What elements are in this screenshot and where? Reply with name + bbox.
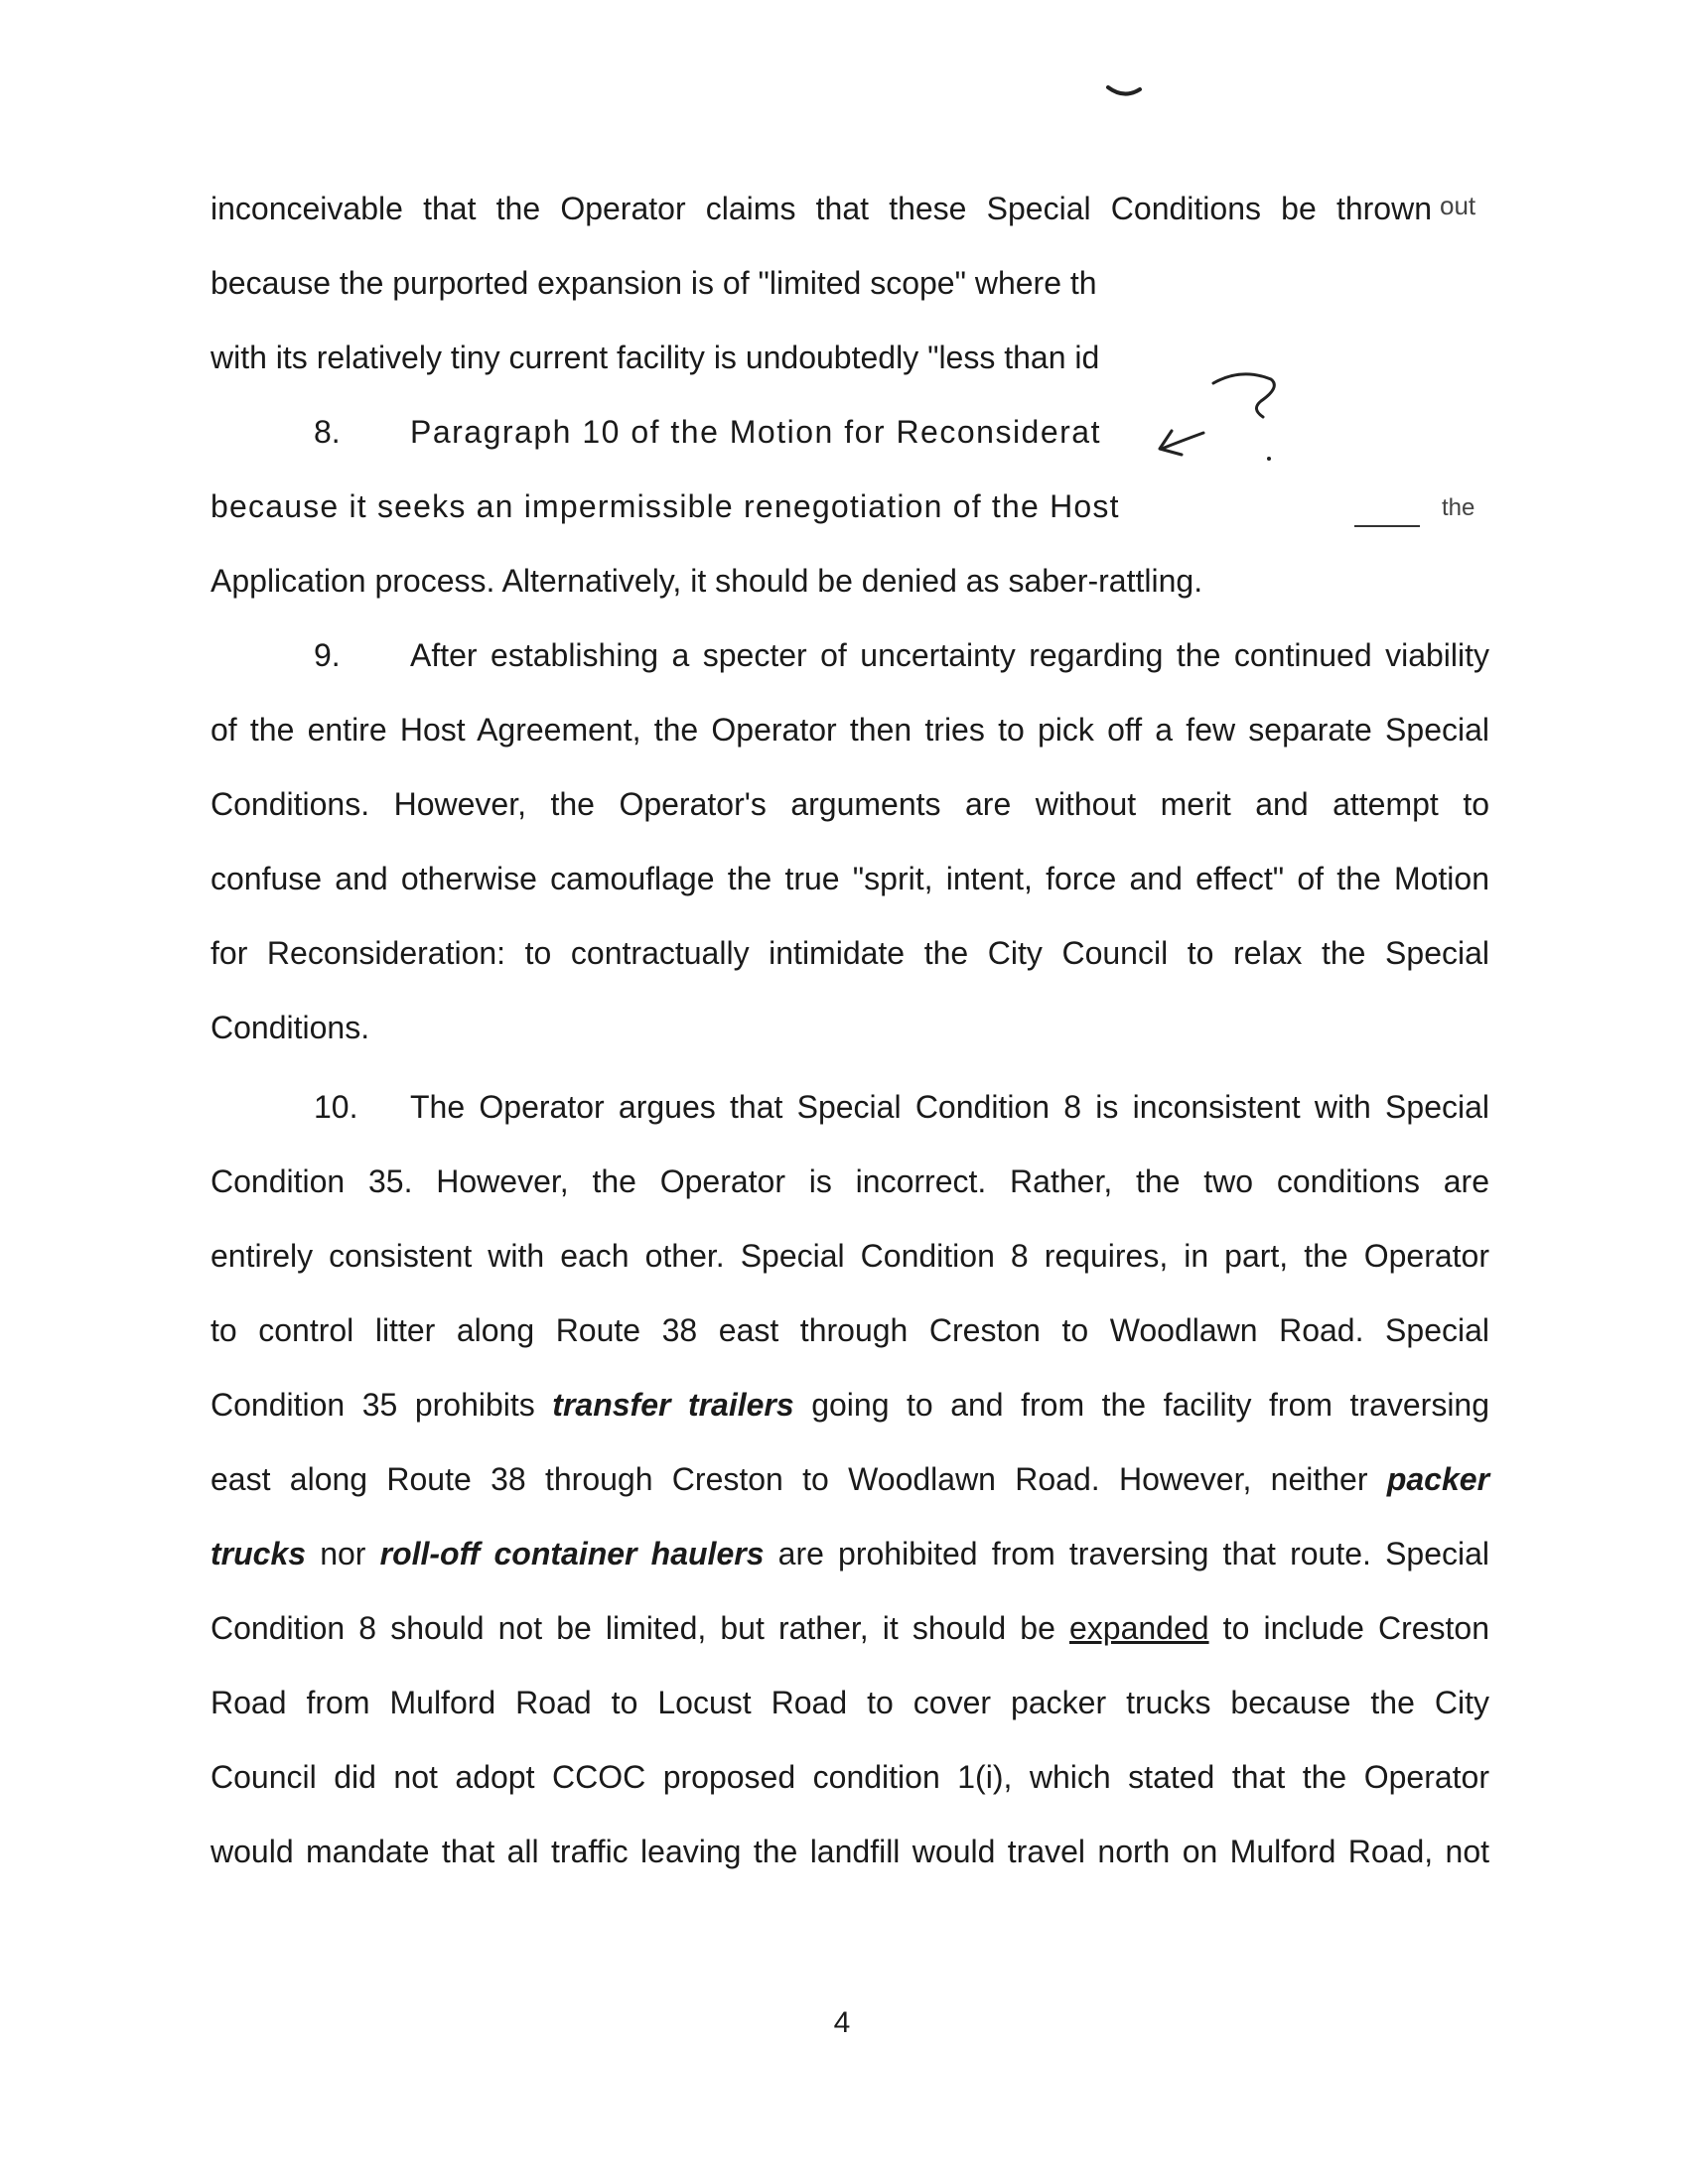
- line-text: The Operator argues that Special Condition 8 is inconsistent with Special: [410, 1089, 1489, 1125]
- text-line: [210, 1310, 1489, 1350]
- line-text: because the purported expansion is of "limited scope" where th: [210, 265, 1097, 301]
- line-text: going to and from the facility from traversing: [811, 1387, 1490, 1423]
- line-text: to control litter along Route 38 east through Creston to Woodlawn Road. Special: [210, 1312, 1489, 1348]
- line-text: are prohibited from traversing that route. Special: [777, 1536, 1490, 1571]
- paragraph-number: 9.: [314, 637, 341, 673]
- line-text: Council did not adopt CCOC proposed condition 1(i), which stated that the Operator: [210, 1759, 1489, 1795]
- underlined-text: expanded: [1068, 1610, 1209, 1646]
- line-text: After establishing a specter of uncertainty regarding the continued viability: [410, 637, 1489, 673]
- paragraph-8-first-line: [314, 412, 1101, 452]
- text-line: [210, 1757, 1489, 1797]
- text-line: [210, 338, 1099, 377]
- cutoff-word: [1442, 494, 1474, 522]
- line-text: Road from Mulford Road to Locust Road to cover packer trucks because the City: [210, 1685, 1489, 1720]
- line-text: to include Creston: [1222, 1610, 1490, 1646]
- text-line: [210, 1385, 1489, 1425]
- paragraph-10-first-line: [314, 1087, 1489, 1127]
- line-text: confuse and otherwise camouflage the true "sprit, intent, force and effect" of the Motion: [210, 861, 1489, 896]
- text-line: [210, 486, 1120, 526]
- line-text-tail: the: [1442, 494, 1475, 521]
- text-line: [210, 1236, 1489, 1276]
- handwritten-question-mark-icon: [1142, 357, 1291, 477]
- line-text: Conditions. However, the Operator's arguments are without merit and attempt to: [210, 786, 1489, 822]
- paragraph-9-first-line: [314, 635, 1489, 675]
- emphasis-text: packer: [1386, 1461, 1490, 1497]
- emphasis-text: transfer trailers: [552, 1387, 794, 1423]
- line-text: Paragraph 10 of the Motion for Reconsiderat: [410, 414, 1101, 450]
- cutoff-word: [1440, 191, 1475, 221]
- text-line: [210, 859, 1489, 898]
- line-text: would mandate that all traffic leaving the landfill would travel north on Mulford Road, not: [210, 1834, 1489, 1869]
- line-text: Condition 35. However, the Operator is incorrect. Rather, the two conditions are: [210, 1163, 1489, 1199]
- page-number: 4: [833, 2006, 851, 2039]
- text-line: [210, 1832, 1489, 1871]
- line-text: for Reconsideration: to contractually intimidate the City Council to relax the Special: [210, 935, 1489, 971]
- text-line: [210, 933, 1489, 973]
- line-text: because it seeks an impermissible renegotiation of the Host: [210, 488, 1120, 524]
- text-line: [210, 710, 1489, 750]
- text-line: [210, 189, 1432, 228]
- line-text: inconceivable that the Operator claims that these Special Conditions be thrown: [210, 191, 1432, 226]
- text-line: [210, 1608, 1489, 1648]
- text-line: [210, 561, 1202, 601]
- line-text: nor: [320, 1536, 366, 1571]
- text-line: [210, 1161, 1489, 1201]
- line-text: Application process. Alternatively, it should be denied as saber-rattling.: [210, 563, 1203, 599]
- text-line: [210, 1459, 1489, 1499]
- line-text: east along Route 38 through Creston to Woodlawn Road. However, neither: [210, 1461, 1368, 1497]
- text-line: [210, 1534, 1489, 1573]
- line-text: with its relatively tiny current facility is undoubtedly "less than id: [210, 340, 1100, 375]
- paragraph-number: 8.: [314, 414, 341, 450]
- line-text: Conditions.: [210, 1010, 370, 1045]
- scan-mark-icon: [1104, 79, 1144, 105]
- paragraph-number: 10.: [314, 1089, 358, 1125]
- text-line: [210, 1008, 1489, 1047]
- line-text: Condition 35 prohibits: [210, 1387, 535, 1423]
- text-line: [210, 1683, 1489, 1722]
- line-text: Condition 8 should not be limited, but rather, it should be: [210, 1610, 1055, 1646]
- line-text: of the entire Host Agreement, the Operator then tries to pick off a few separate Special: [210, 712, 1489, 748]
- text-line: [210, 784, 1489, 824]
- emphasis-text: trucks: [210, 1536, 307, 1571]
- line-text: entirely consistent with each other. Special Condition 8 requires, in part, the Operator: [210, 1238, 1489, 1274]
- line-text-tail: out: [1440, 191, 1476, 220]
- text-line: [210, 263, 1097, 303]
- emphasis-text: roll-off container haulers: [379, 1536, 765, 1571]
